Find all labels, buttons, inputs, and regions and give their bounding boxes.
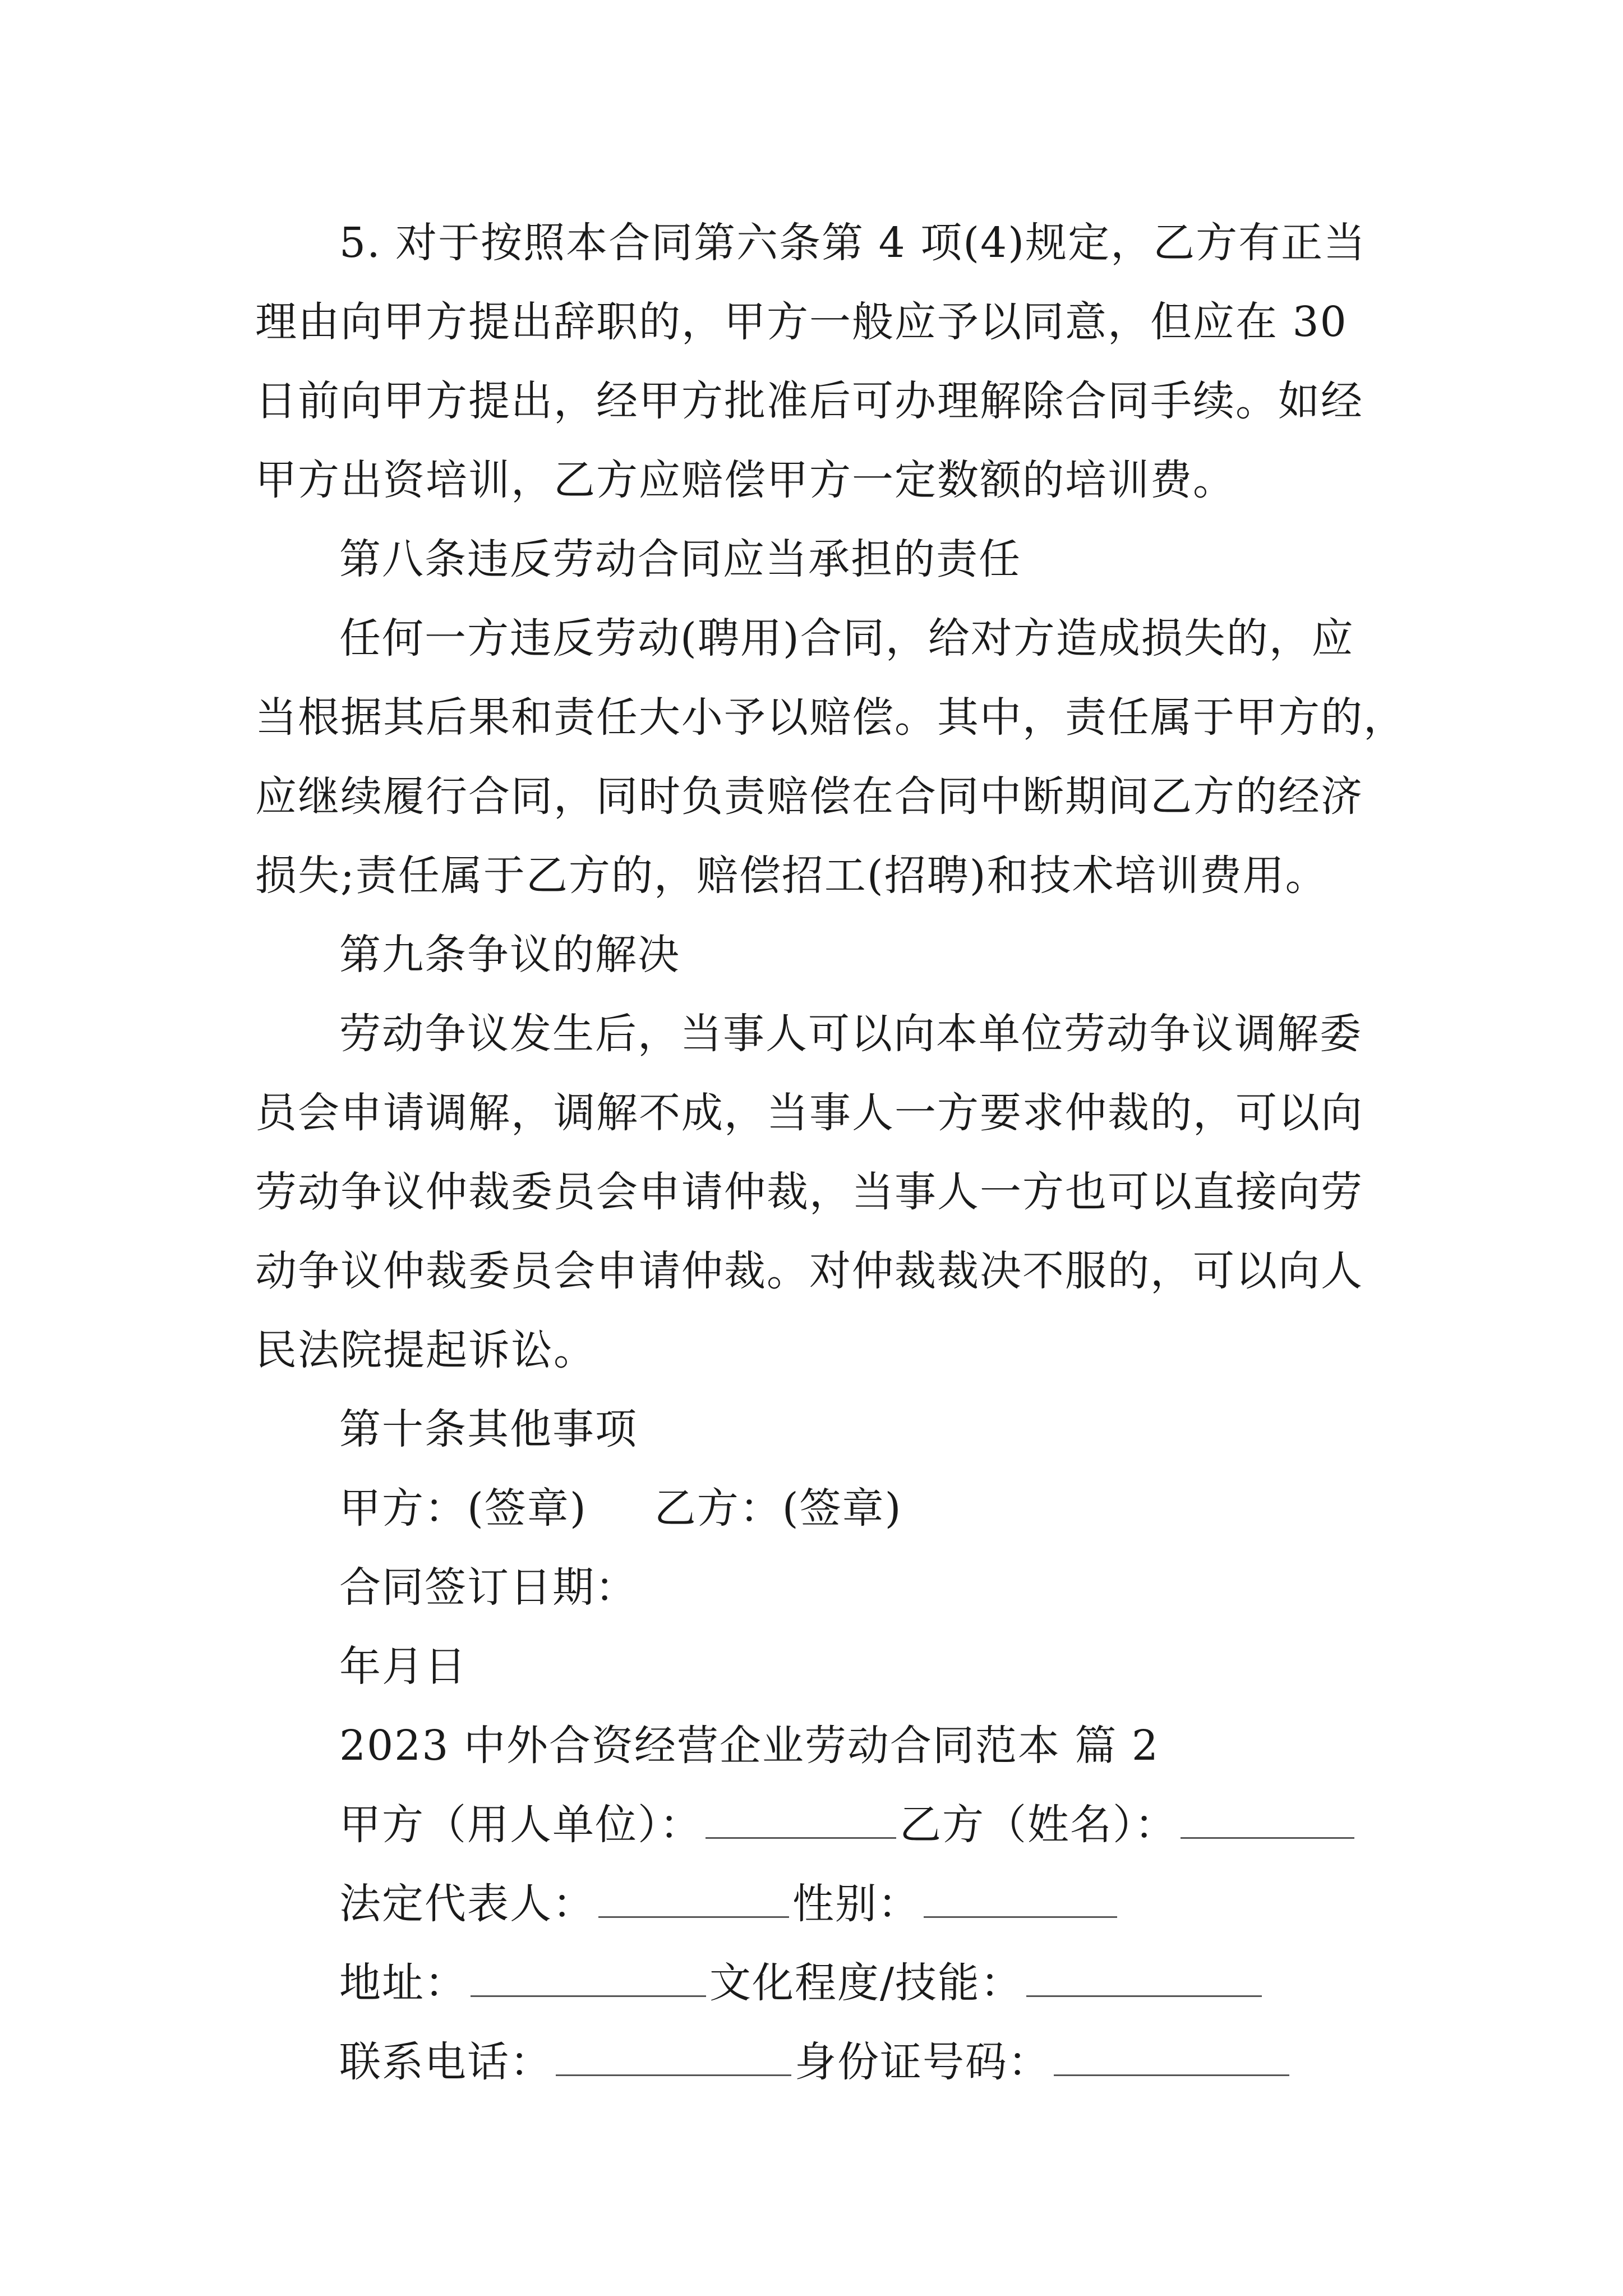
paragraph-line: 损失;责任属于乙方的，赔偿招工(招聘)和技术培训费用。	[255, 852, 1328, 900]
section-heading: 第八条违反劳动合同应当承担的责任	[339, 535, 1021, 583]
paragraph-line: 任何一方违反劳动(聘用)合同，给对方造成损失的，应	[339, 614, 1354, 662]
form-row-representative	[339, 1876, 1461, 1932]
paragraph-line: 应继续履行合同，同时负责赔偿在合同中断期间乙方的经济	[255, 772, 1363, 821]
representative-label: 法定代表人：	[339, 1880, 595, 1928]
paragraph-line: 日前向甲方提出，经甲方批准后可办理解除合同手续。如经	[255, 377, 1363, 425]
contract-title: 2023 中外合资经营企业劳动合同范本 篇 2	[339, 1722, 1159, 1770]
phone-label: 联系电话：	[339, 2038, 552, 2086]
paragraph-line: 民法院提起诉讼。	[255, 1326, 596, 1374]
id-label: 身份证号码：	[795, 2038, 1050, 2086]
gender-label: 性别：	[792, 1880, 920, 1928]
paragraph-line: 5. 对于按照本合同第六条第 4 项(4)规定，乙方有正当	[339, 219, 1367, 267]
phone-field[interactable]	[556, 2035, 791, 2076]
signature-line	[339, 1480, 1461, 1536]
name-field[interactable]	[1181, 1798, 1354, 1839]
section-heading: 第十条其他事项	[339, 1405, 638, 1453]
paragraph-line: 动争议仲裁委员会申请仲裁。对仲裁裁决不服的，可以向人	[255, 1247, 1363, 1295]
form-row-phone	[339, 2034, 1461, 2090]
name-label: 乙方（姓名）：	[900, 1801, 1177, 1849]
form-row-address	[339, 1955, 1461, 2011]
paragraph-line: 当根据其后果和责任大小予以赔偿。其中，责任属于甲方的，	[255, 693, 1406, 742]
party-a-signature: 甲方：(签章)	[339, 1484, 587, 1533]
employer-field[interactable]	[706, 1798, 896, 1839]
representative-field[interactable]	[598, 1877, 789, 1918]
gender-field[interactable]	[924, 1877, 1117, 1918]
education-field[interactable]	[1026, 1956, 1262, 1997]
id-field[interactable]	[1054, 2035, 1289, 2076]
paragraph-line: 劳动争议发生后，当事人可以向本单位劳动争议调解委	[339, 1010, 1362, 1058]
paragraph-line: 劳动争议仲裁委员会申请仲裁，当事人一方也可以直接向劳	[255, 1168, 1363, 1216]
paragraph-line: 甲方出资培训，乙方应赔偿甲方一定数额的培训费。	[255, 456, 1235, 504]
address-field[interactable]	[471, 1956, 706, 1997]
party-b-signature: 乙方：(签章)	[654, 1484, 902, 1533]
section-heading: 第九条争议的解决	[339, 931, 680, 979]
education-label: 文化程度/技能：	[709, 1959, 1023, 2007]
address-label: 地址：	[339, 1959, 467, 2007]
paragraph-line: 理由向甲方提出辞职的，甲方一般应予以同意，但应在 30	[255, 298, 1348, 346]
paragraph-line: 员会申请调解，调解不成，当事人一方要求仲裁的，可以向	[255, 1089, 1363, 1137]
form-row-employer	[339, 1797, 1461, 1853]
date-line: 年月日	[339, 1642, 467, 1691]
employer-label: 甲方（用人单位）：	[339, 1801, 702, 1849]
sign-date-label: 合同签订日期：	[339, 1563, 638, 1612]
